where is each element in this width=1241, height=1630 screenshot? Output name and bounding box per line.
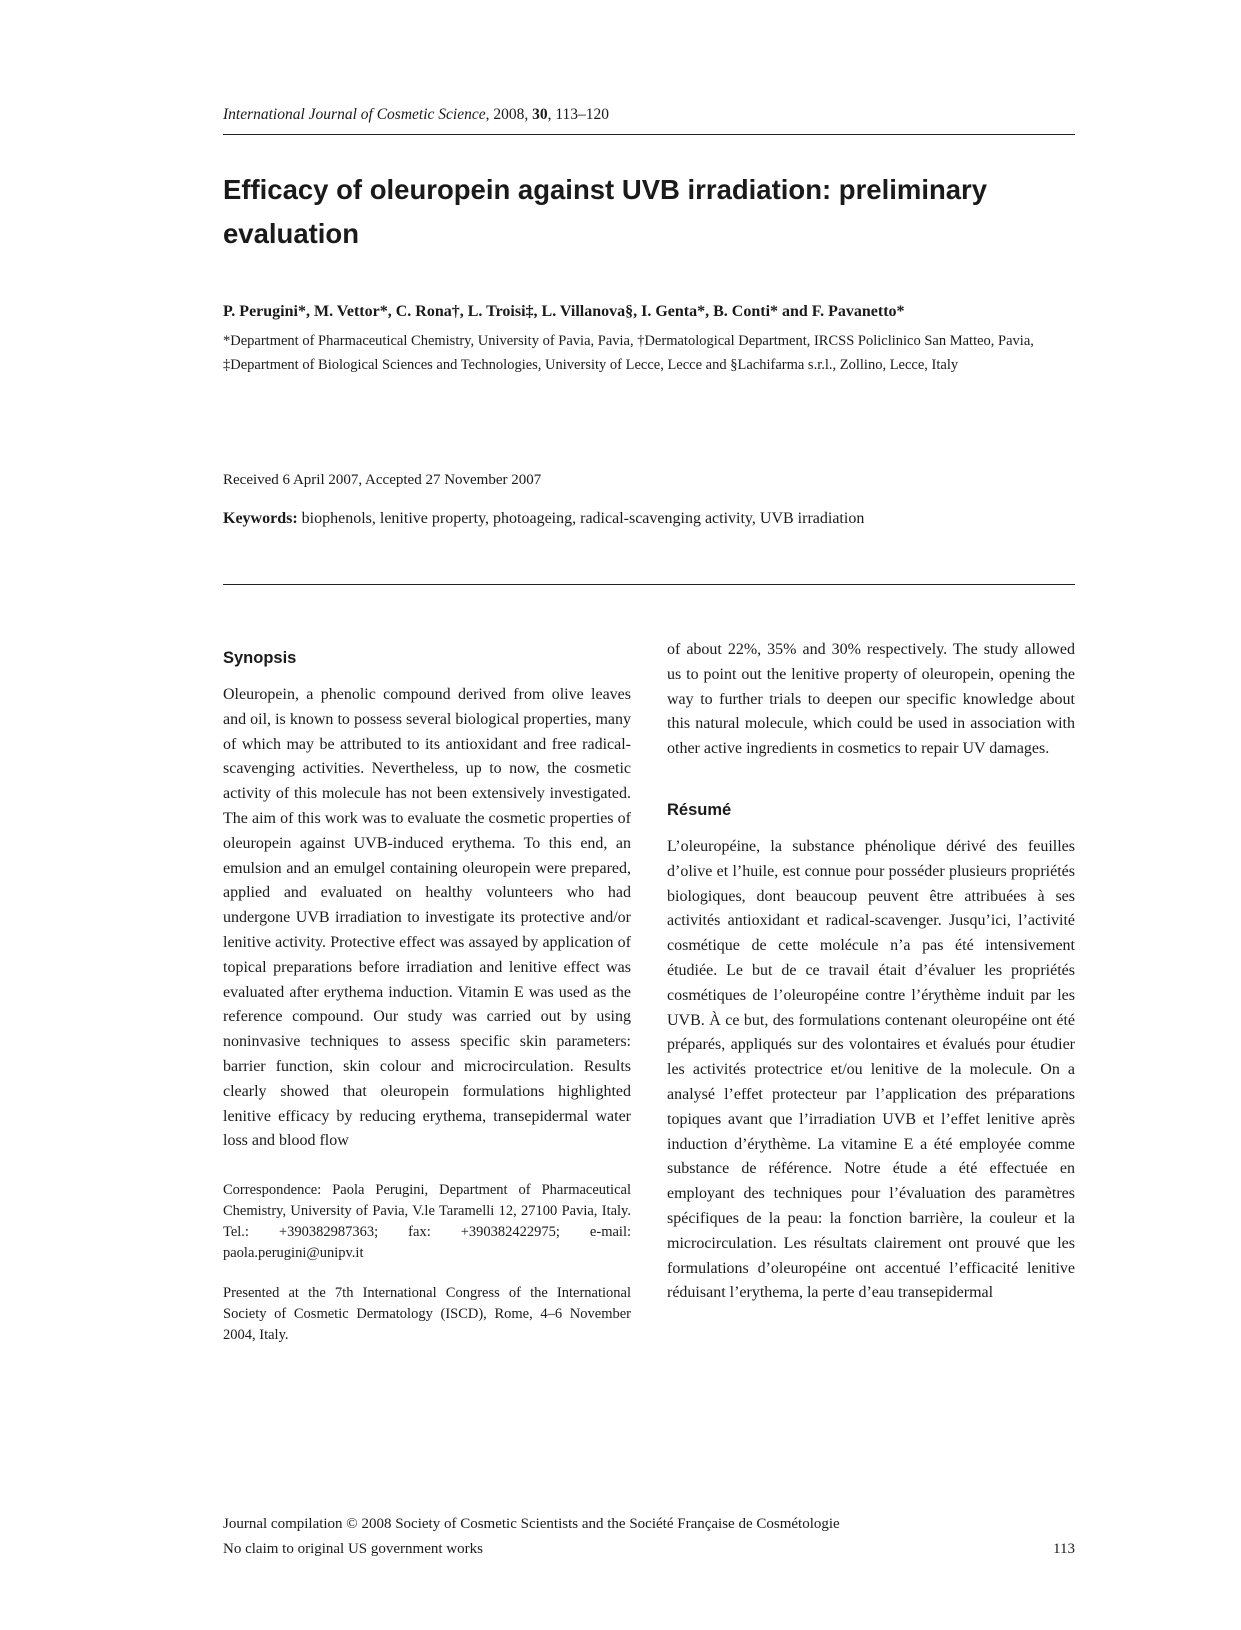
page-number: 113 bbox=[1053, 1541, 1075, 1557]
journal-pages: , 113–120 bbox=[547, 106, 610, 123]
authors: P. Perugini*, M. Vettor*, C. Rona†, L. Troisi‡, L. Villanova§, I. Genta*, B. Conti* and F. Pavanetto* bbox=[223, 303, 905, 320]
paper-page bbox=[223, 0, 1075, 1630]
resume-text: L’oleuropéine, la substance phénolique dérivé des feuilles d’olive et l’huile, est connue pour posséder plusieurs propriétés biologiques, dont beaucoup peuvent être attribuées à ses activités antioxidant et radical-scavenger. Jusqu’ici, l’activité cosmétique de cette molécule n’a pas été intensivement étudiée. Le but de ce travail était d’évaluer les propriétés cosmétiques de l’oleuropéine contre l’érythème induit par les UVB. À ce but, des formulations contenant oleuropéine ont été préparés, appliqués sur des volontaires et évalués pour étudier les activités protectrice et/ou lenitive de la molecule. On a analysé l’effet protecteur par l’application des préparations topiques avant que l’irradiation UVB et l’effet lenitive après induction d’érythème. La vitamine E a été employée comme substance de référence. Notre étude a été effectuée en employant des techniques pour l’évaluation des paramètres spécifiques de la peau: la fonction barrière, la couleur et la microcirculation. Les résultats clairement ont prouvé que les formulations d’oleuropéine ont accentué l’efficacité lenitive réduisant l’erythema, la perte d’eau transepidermal bbox=[667, 837, 1075, 1302]
right-column bbox=[667, 638, 1075, 1306]
journal-name: International Journal of Cosmetic Science bbox=[223, 106, 486, 123]
section-rule bbox=[223, 584, 1075, 585]
keywords-label: Keywords: bbox=[223, 510, 298, 527]
journal-header bbox=[223, 106, 609, 124]
header-rule bbox=[223, 134, 1075, 135]
synopsis-continuation: of about 22%, 35% and 30% respectively. The study allowed us to point out the lenitive property of oleuropein, opening the way to further trials to deepen our specific knowledge about this natural molecule, which could be used in association with other active ingredients in cosmetics to repair UV damages. bbox=[667, 641, 1075, 758]
journal-year: , 2008, bbox=[485, 106, 533, 123]
resume-heading: Résumé bbox=[667, 800, 732, 819]
journal-volume: 30 bbox=[532, 106, 548, 123]
received-dates: Received 6 April 2007, Accepted 27 November 2007 bbox=[223, 472, 542, 488]
synopsis-text: Oleuropein, a phenolic compound derived from olive leaves and oil, is known to possess several biological properties, many of which may be attributed to its antioxidant and free radical-scavenging activities. Nevertheless, up to now, the cosmetic activity of this molecule has not been extensively investigated. The aim of this work was to evaluate the cosmetic properties of oleuropein against UVB-induced erythema. To this end, an emulsion and an emulgel containing oleuropein were prepared, applied and evaluated on healthy volunteers who had undergone UVB irradiation to investigate its protective and/or lenitive activity. Protective effect was assayed by application of topical preparations before irradiation and lenitive effect was evaluated after erythema induction. Vitamin E was used as the reference compound. Our study was carried out by using noninvasive techniques to assess specific skin parameters: barrier function, skin colour and microcirculation. Results clearly showed that oleuropein formulations highlighted lenitive efficacy by reducing erythema, transepidermal water loss and blood flow bbox=[223, 686, 631, 1150]
correspondence-note: Correspondence: Paola Perugini, Department of Pharmaceutical Chemistry, University of Pavia, V.le Taramelli 12, 27100 Pavia, Italy. Tel.: +390382987363; fax: +390382422975; e-mail: paola.perugini@unipv.it bbox=[223, 1182, 631, 1261]
left-column bbox=[223, 646, 631, 1346]
synopsis-heading: Synopsis bbox=[223, 649, 297, 667]
article-title: Efficacy of oleuropein against UVB irradiation: preliminary evaluation bbox=[223, 174, 988, 249]
footer-copyright: Journal compilation © 2008 Society of Cosmetic Scientists and the Société Française de Cosmétologie bbox=[223, 1516, 840, 1532]
presented-note: Presented at the 7th International Congress of the International Society of Cosmetic Dermatology (ISCD), Rome, 4–6 November 2004, Italy. bbox=[223, 1285, 631, 1343]
footer-claim: No claim to original US government works bbox=[223, 1541, 483, 1557]
affiliations: *Department of Pharmaceutical Chemistry, University of Pavia, Pavia, †Dermatological Department, IRCSS Policlinico San Matteo, Pavia, ‡Department of Biological Sciences and Technologies, University of Lecce, Lecce and §Lachifarma s.r.l., Zollino, Lecce, Italy bbox=[223, 333, 1034, 373]
keywords bbox=[223, 510, 864, 528]
keywords-text: biophenols, lenitive property, photoageing, radical-scavenging activity, UVB irradiation bbox=[297, 510, 865, 527]
